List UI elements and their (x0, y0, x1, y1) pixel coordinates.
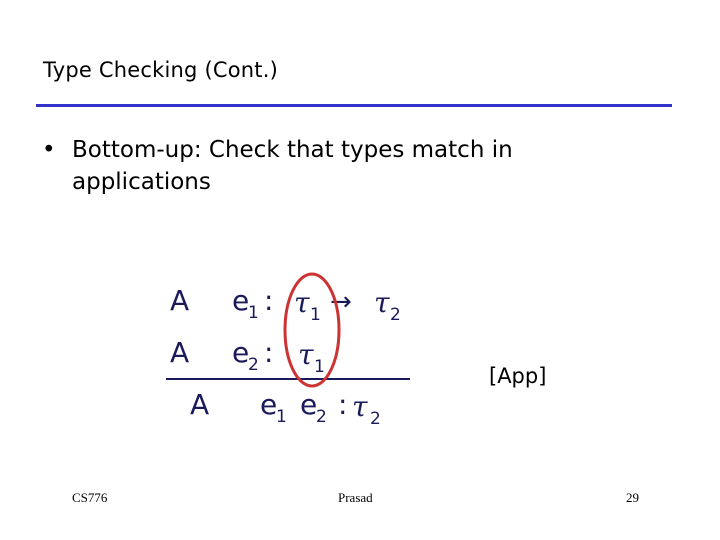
typing-rule-figure (150, 268, 430, 438)
footer-author: Prasad (338, 490, 373, 505)
tau-subscript: 1 (314, 357, 325, 377)
conclusion (190, 388, 381, 429)
colon-symbol: : (338, 388, 348, 421)
expr-subscript: 2 (316, 407, 327, 427)
arrow-symbol: → (330, 287, 352, 317)
bullet-marker: • (42, 137, 56, 163)
premise-2 (170, 336, 325, 377)
tau-symbol: τ (374, 286, 390, 319)
footer-course: CS776 (72, 490, 108, 505)
expr-symbol: e (260, 388, 278, 421)
expr-subscript: 1 (248, 303, 259, 323)
colon-symbol: : (264, 284, 274, 317)
bullet-text: Bottom-up: Check that types match in applications (72, 137, 513, 195)
tau-subscript: 1 (310, 305, 321, 325)
tau-symbol: τ (294, 286, 310, 319)
expr-subscript: 1 (276, 407, 287, 427)
context-symbol: A (170, 284, 190, 317)
expr-subscript: 2 (248, 355, 259, 375)
footer-page-number: 29 (626, 490, 639, 505)
expr-symbol: e (300, 388, 318, 421)
tau-subscript: 2 (370, 409, 381, 429)
rule-name: [App] (489, 364, 547, 388)
context-symbol: A (170, 336, 190, 369)
context-symbol: A (190, 388, 210, 421)
expr-symbol: e (232, 284, 250, 317)
tau-subscript: 2 (390, 305, 401, 325)
expr-symbol: e (232, 336, 250, 369)
tau-symbol: τ (352, 390, 368, 423)
title-divider (36, 104, 672, 107)
slide-title: Type Checking (Cont.) (43, 58, 278, 82)
colon-symbol: : (264, 336, 274, 369)
tau-symbol: τ (298, 338, 314, 371)
